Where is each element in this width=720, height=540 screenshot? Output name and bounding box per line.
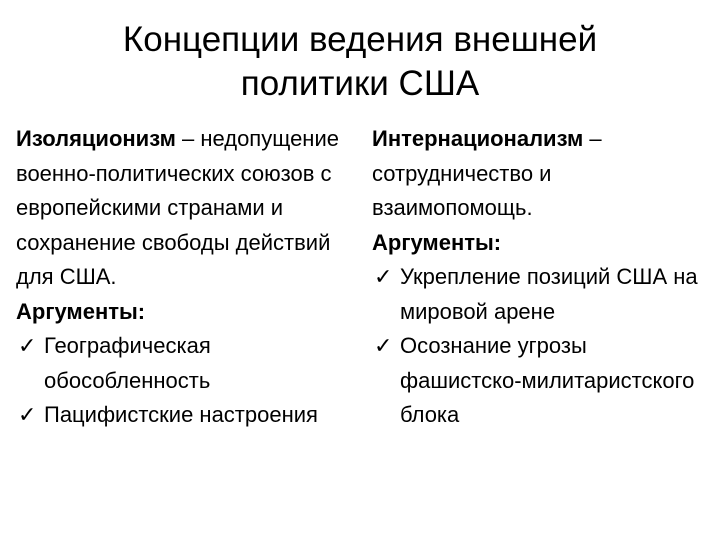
internationalism-argument-1 xyxy=(372,260,712,329)
isolationism-definition-text: – недопущение военно-политических союзов с европейскими странами и сохранение свободы действий для США. xyxy=(16,126,339,289)
isolationism-argument-2-text: Пацифистские настроения xyxy=(44,402,318,427)
isolationism-definition xyxy=(16,122,356,295)
internationalism-term: Интернационализм xyxy=(372,126,584,151)
internationalism-definition xyxy=(372,122,712,226)
isolationism-argument-2 xyxy=(16,398,356,433)
isolationism-argument-1 xyxy=(16,329,356,398)
internationalism-arguments-label: Аргументы: xyxy=(372,229,502,255)
checkmark-icon: ✓ xyxy=(374,333,393,358)
internationalism-column xyxy=(372,122,712,433)
isolationism-arguments-label: Аргументы: xyxy=(16,298,146,324)
isolationism-argument-1-text: Географическая обособленность xyxy=(44,333,211,393)
slide-title-line-1: Концепции ведения внешней xyxy=(122,20,598,59)
internationalism-argument-1-text: Укрепление позиций США на мировой арене xyxy=(400,264,698,324)
slide-title xyxy=(0,18,720,106)
isolationism-column xyxy=(16,122,356,433)
checkmark-icon: ✓ xyxy=(18,333,37,358)
internationalism-argument-2-text: Осознание угрозы фашистско-милитаристского блока xyxy=(400,333,695,427)
isolationism-term: Изоляционизм xyxy=(16,126,176,151)
slide-title-line-2: политики США xyxy=(240,64,480,103)
checkmark-icon: ✓ xyxy=(18,402,37,427)
internationalism-argument-2 xyxy=(372,329,712,433)
checkmark-icon: ✓ xyxy=(374,264,393,289)
internationalism-definition-text: – сотрудничество и взаимопомощь. xyxy=(372,126,602,220)
